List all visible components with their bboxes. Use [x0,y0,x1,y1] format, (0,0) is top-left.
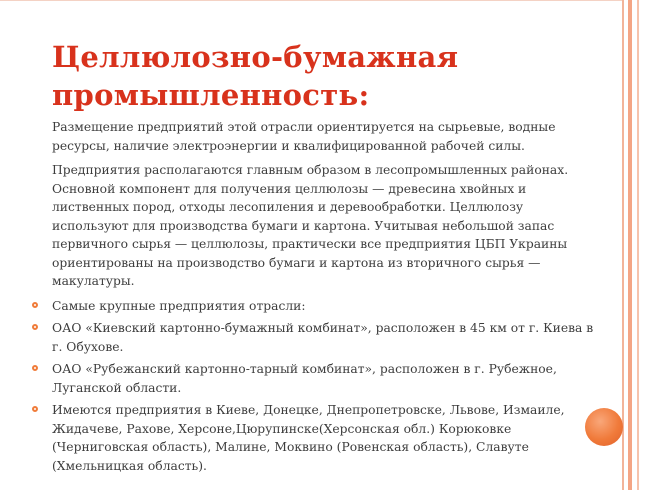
bullet-icon [32,302,38,308]
slide-title-line-1: Целлюлозно-бумажная [52,40,459,74]
list-item [52,319,597,356]
bullet-list [52,297,597,476]
bullet-icon [32,324,38,330]
body-paragraph: Размещение предприятий этой отрасли ориентируется на сырьевые, водные ресурсы, наличие электроэнергии и квалифицированной рабочей силы. [52,120,556,153]
slide-title-line-2: промышленность: [52,78,370,112]
decorative-stripe [622,0,624,490]
list-item-text: Имеются предприятия в Киеве, Донецке, Днепропетровске, Львове, Измаиле, Жидачеве, Рахове, Херсоне,Цюрупинске(Херсонская обл.) Корюковке (Черниговская область), Малине, Моквино (Ровенская область), Славуте (Хмельницкая область). [52,403,565,473]
list-item-text: ОАО «Киевский картонно-бумажный комбинат», расположен в 45 км от г. Киева в г. Обухове. [52,321,594,354]
list-item-text: Самые крупные предприятия отрасли: [52,298,306,313]
slide-title [52,38,612,114]
decorative-stripe [628,0,632,490]
decorative-stripe [637,0,639,490]
bullet-icon [32,365,38,371]
slide-body [52,118,597,479]
slide-top-border [0,0,622,1]
list-item [52,401,597,475]
list-item-text: ОАО «Рубежанский картонно-тарный комбинат», расположен в г. Рубежное, Луганской области. [52,362,557,395]
bullet-icon [32,406,38,412]
decorative-orange-circle [585,408,623,446]
list-item [52,360,597,397]
body-paragraph: Предприятия располагаются главным образом в лесопромышленных районах. Основной компонент для получения целлюлозы — древесина хвойных и лиственных пород, отходы лесопиления и деревообработки. Целлюлозу используют для производства бумаги и картона. Учитывая небольшой запас первичного сырья — целлюлозы, практически все предприятия ЦБП Украины ориентированы на производство бумаги и картона из вторичного сырья — макулатуры. [52,163,569,288]
list-item [52,297,597,316]
